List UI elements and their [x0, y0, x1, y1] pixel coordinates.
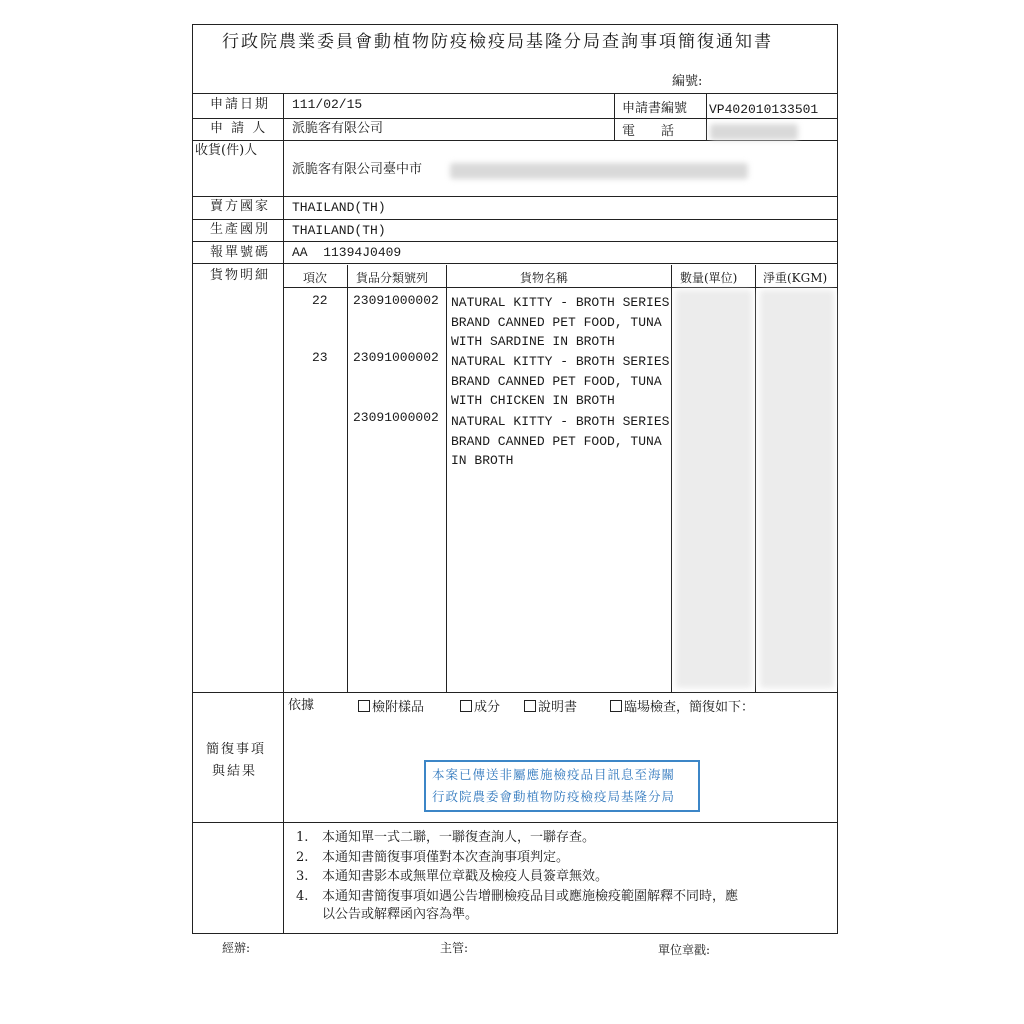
seal-label: 單位章戳:: [658, 943, 711, 957]
goods-row-2-name: NATURAL KITTY - BROTH SERIES BRAND CANNED PET FOOD, TUNA WITH CHICKEN IN BROTH: [451, 354, 670, 408]
applicant-label: 申 請 人: [210, 121, 268, 136]
note-1-num: 1.: [296, 830, 309, 845]
note-1-text: 本通知單一式二聯，一聯復查詢人，一聯存查。: [322, 830, 596, 845]
goods-col-divider: [671, 265, 672, 692]
apply-date-value: 111/02/15: [292, 97, 363, 112]
number-label: 編號:: [672, 74, 703, 89]
note-4-continuation: 以公告或解釋函內容為準。: [322, 907, 479, 922]
goods-header-name: 貨物名稱: [520, 271, 569, 285]
consignee-label: 收貨(件)人: [195, 143, 258, 158]
stamp-line-1: 本案已傳送非屬應施檢疫品目訊息至海關: [432, 767, 676, 782]
goods-header-item: 項次: [303, 271, 328, 285]
seller-country-label: 賣方國家: [210, 199, 271, 214]
row-divider: [192, 219, 838, 220]
row-divider: [192, 692, 838, 693]
consignee-address-redacted: [450, 163, 748, 179]
goods-row-3-name: NATURAL KITTY - BROTH SERIES BRAND CANNED PET FOOD, TUNA IN BROTH: [451, 414, 670, 468]
apply-no-label: 申請書編號: [622, 101, 688, 116]
apply-no-value: VP402010133501: [709, 102, 819, 117]
basis-option-manual: 說明書: [524, 700, 577, 716]
seller-country-value: THAILAND(TH): [292, 200, 386, 215]
phone-label: 電 話: [622, 124, 675, 139]
goods-row-2-code: 23091000002: [353, 350, 439, 365]
applicant-value: 派脆客有限公司: [292, 121, 384, 136]
result-label-2: 與結果: [212, 764, 258, 779]
sample-checkbox[interactable]: [358, 700, 370, 712]
result-label-1: 簡復事項: [206, 742, 267, 757]
basis-option-sample: 檢附樣品: [358, 700, 424, 716]
goods-row-1-name: NATURAL KITTY - BROTH SERIES BRAND CANNED PET FOOD, TUNA WITH SARDINE IN BROTH: [451, 295, 670, 349]
goods-row-3-code: 23091000002: [353, 410, 439, 425]
goods-header-weight: 淨重(KGM): [763, 271, 828, 285]
result-stamp: [424, 760, 700, 812]
apply-date-label: 申請日期: [210, 97, 271, 112]
note-3-text: 本通知書影本或無單位章戳及檢疫人員簽章無效。: [322, 869, 609, 884]
origin-value: THAILAND(TH): [292, 223, 386, 238]
declaration-value: AA 11394J0409: [292, 245, 402, 260]
stamp-line-2: 行政院農委會動植物防疫檢疫局基隆分局: [432, 789, 676, 804]
note-2-num: 2.: [296, 850, 309, 865]
origin-label: 生產國別: [210, 222, 271, 237]
row-divider: [192, 140, 838, 141]
goods-row-1-code: 23091000002: [353, 293, 439, 308]
row-divider: [192, 263, 838, 264]
note-4-text: 本通知書簡復事項如遇公告增刪檢疫品目或應施檢疫範圍解釋不同時，應: [322, 889, 739, 904]
goods-label: 貨物明細: [210, 268, 271, 283]
row-divider: [192, 93, 838, 94]
row-divider: [192, 118, 838, 119]
row-divider: [192, 241, 838, 242]
supervisor-label: 主管:: [440, 941, 469, 955]
basis-label: 依據: [288, 698, 315, 713]
row-divider: [192, 822, 838, 823]
note-2-text: 本通知書簡復事項僅對本次查詢事項判定。: [322, 850, 570, 865]
note-3-num: 3.: [296, 869, 309, 884]
handler-label: 經辦:: [222, 941, 251, 955]
goods-header-qty: 數量(單位): [680, 271, 738, 285]
col-divider: [614, 93, 615, 140]
note-4-num: 4.: [296, 889, 309, 904]
consignee-value: 派脆客有限公司臺中市: [292, 162, 423, 177]
row-divider: [192, 196, 838, 197]
basis-option-ingredient: 成分: [460, 700, 500, 716]
phone-redacted: [710, 124, 798, 140]
goods-row-1-item: 22: [312, 293, 328, 308]
quantity-column-redacted: [676, 290, 752, 688]
ingredient-checkbox[interactable]: [460, 700, 472, 712]
goods-header-code: 貨品分類號列: [356, 271, 429, 285]
col-divider: [706, 93, 707, 140]
manual-checkbox[interactable]: [524, 700, 536, 712]
onsite-checkbox[interactable]: [610, 700, 622, 712]
goods-col-divider: [347, 265, 348, 692]
label-column-divider: [283, 93, 284, 934]
declaration-label: 報單號碼: [210, 245, 271, 260]
basis-option-onsite: 臨場檢查，簡復如下：: [610, 700, 754, 716]
document-title: 行政院農業委員會動植物防疫檢疫局基隆分局查詢事項簡復通知書: [222, 32, 773, 52]
goods-row-2-item: 23: [312, 350, 328, 365]
goods-col-divider: [446, 265, 447, 692]
goods-col-divider: [755, 265, 756, 692]
weight-column-redacted: [760, 290, 834, 688]
